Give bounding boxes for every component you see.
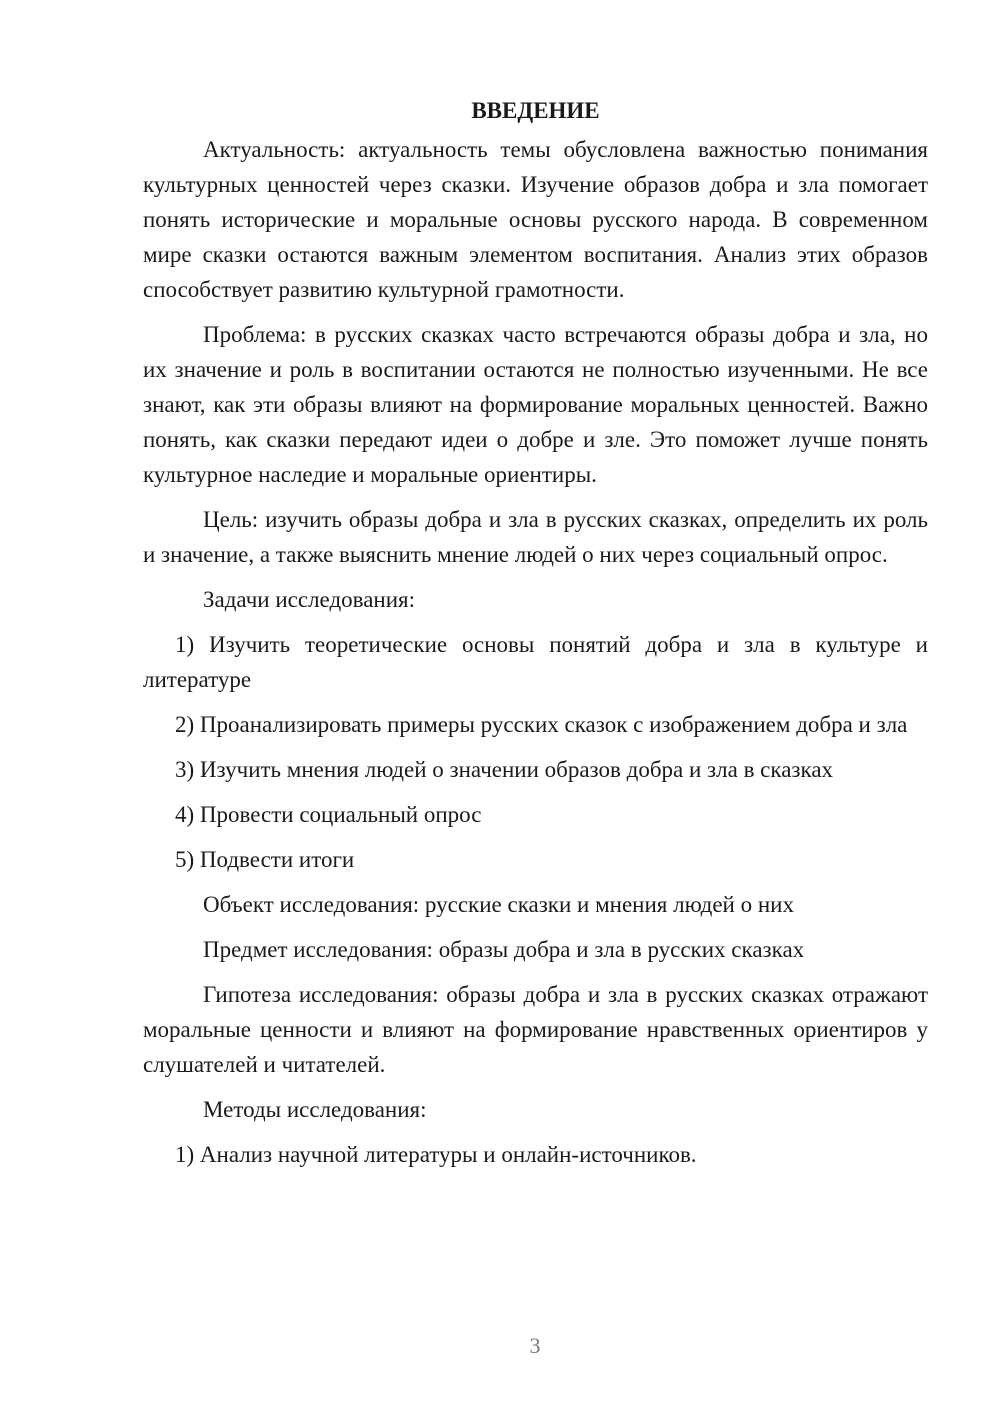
problem-paragraph: Проблема: в русских сказках часто встречаются образы добра и зла, но их значение и роль в воспитании остаются не полностью изученными. Не все знают, как эти образы влияют на формирование моральных ценностей. Важно понять, как сказки передают идеи о добре и зле. Это поможет лучше понять культурное наследие и моральные ориентиры.	[143, 322, 928, 487]
task-item: 5) Подвести итоги	[175, 847, 355, 872]
page-content	[143, 93, 928, 1182]
hypothesis-paragraph: Гипотеза исследования: образы добра и зла в русских сказках отражают моральные ценности и влияют на формирование нравственных ориентиров у слушателей и читателей.	[143, 982, 928, 1077]
task-item: 4) Провести социальный опрос	[175, 802, 482, 827]
task-item: 1) Изучить теоретические основы понятий добра и зла в культуре и литературе	[143, 632, 928, 692]
goal-paragraph: Цель: изучить образы добра и зла в русских сказках, определить их роль и значение, а также выяснить мнение людей о них через социальный опрос.	[143, 507, 928, 567]
method-item: 1) Анализ научной литературы и онлайн-источников.	[175, 1142, 697, 1167]
subject-line: Предмет исследования: образы добра и зла в русских сказках	[203, 937, 805, 962]
section-title: ВВЕДЕНИЕ	[471, 98, 600, 123]
task-item: 3) Изучить мнения людей о значении образов добра и зла в сказках	[175, 757, 834, 782]
task-item: 2) Проанализировать примеры русских сказок с изображением добра и зла	[175, 712, 908, 737]
object-line: Объект исследования: русские сказки и мнения людей о них	[203, 892, 794, 917]
page-number: 3	[529, 1333, 541, 1358]
relevance-paragraph: Актуальность: актуальность темы обусловлена важностью понимания культурных ценностей через сказки. Изучение образов добра и зла помогает понять исторические и моральные основы русского народа. В современном мире сказки остаются важным элементом воспитания. Анализ этих образов способствует развитию культурной грамотности.	[143, 137, 928, 302]
tasks-heading: Задачи исследования:	[203, 587, 416, 612]
methods-heading: Методы исследования:	[203, 1097, 427, 1122]
